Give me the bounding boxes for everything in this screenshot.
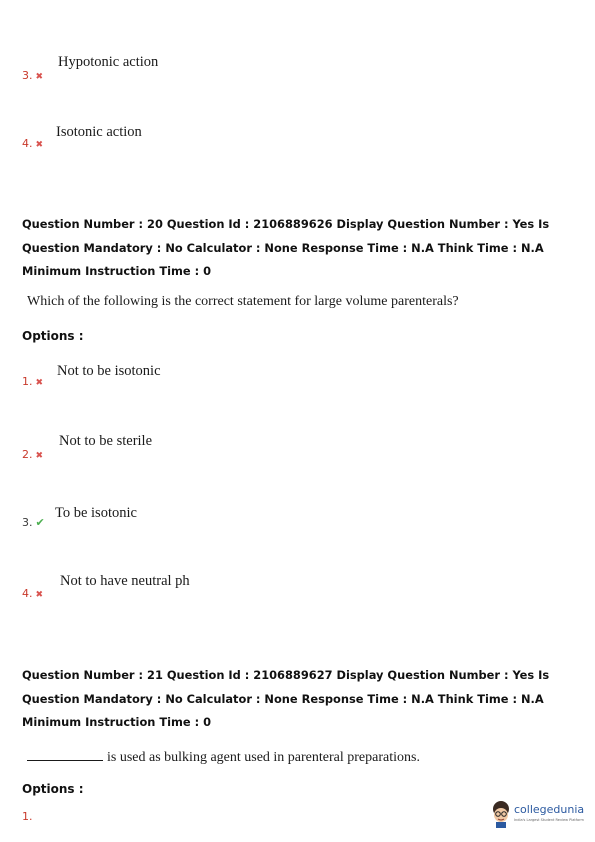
cross-icon: ✖ <box>35 140 44 150</box>
option-number: 2. ✖ <box>22 448 44 461</box>
option-number: 4. ✖ <box>22 137 44 150</box>
question-header: Question Number : 21 Question Id : 2106889627 Display Question Number : Yes Is Question Mandatory : No Calculator : None Response Time : N.A Think Time : N.A Minimum Instruction Time : 0 <box>22 668 550 729</box>
question-text: Which of the following is the correct statement for large volume parenterals? <box>27 294 459 309</box>
collegedunia-logo <box>490 800 590 832</box>
option-text: Not to have neutral ph <box>60 573 190 589</box>
question-header: Question Number : 20 Question Id : 2106889626 Display Question Number : Yes Is Question Mandatory : No Calculator : None Response Time : N.A Think Time : N.A Minimum Instruction Time : 0 <box>22 217 550 278</box>
options-label: Options : <box>22 329 84 343</box>
logo-name: collegedunia <box>514 803 585 816</box>
option-number: 1. ✖ <box>22 375 44 388</box>
option-text: Not to be isotonic <box>57 363 161 379</box>
cross-icon: ✖ <box>35 451 44 461</box>
logo-tagline: India's Largest Student Review Platform <box>514 818 584 822</box>
option-text: To be isotonic <box>55 505 137 521</box>
option-text: Isotonic action <box>56 124 142 140</box>
option-text: Hypotonic action <box>58 54 159 70</box>
question-text-line <box>27 748 420 766</box>
option-number: 4. ✖ <box>22 587 44 600</box>
question-text: is used as bulking agent used in parenteral preparations. <box>107 750 420 765</box>
cross-icon: ✖ <box>35 72 44 82</box>
fill-blank <box>27 748 103 761</box>
mascot-icon <box>490 800 512 828</box>
options-label: Options : <box>22 782 84 796</box>
option-number: 1. <box>22 810 33 823</box>
cross-icon: ✖ <box>35 590 44 600</box>
option-text: Not to be sterile <box>59 433 153 449</box>
check-icon: ✔ <box>35 516 45 529</box>
cross-icon: ✖ <box>35 378 44 388</box>
option-number: 3. ✖ <box>22 69 44 82</box>
option-number: 3. ✔ <box>22 516 45 529</box>
